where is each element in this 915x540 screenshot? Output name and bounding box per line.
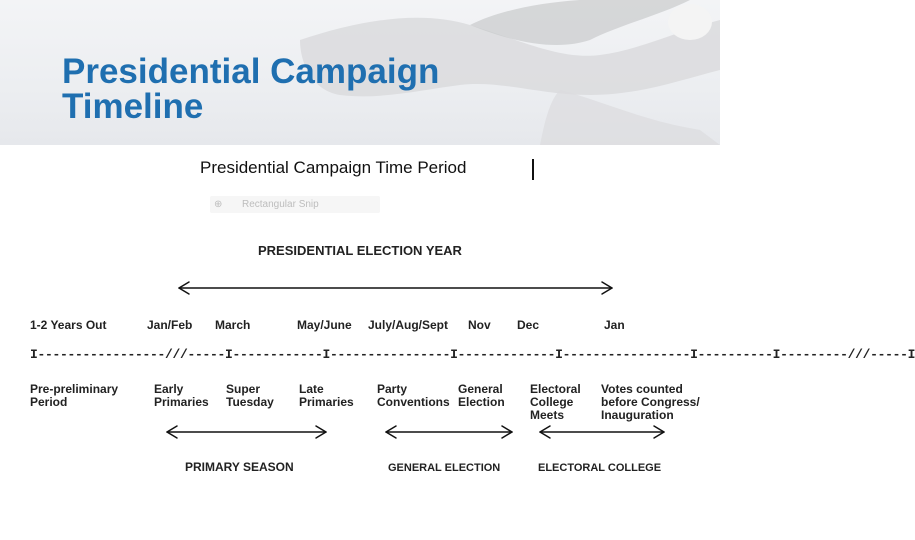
event-label: Super Tuesday	[226, 382, 274, 409]
event-label: Early Primaries	[154, 382, 209, 409]
general-election-arrow	[386, 426, 512, 438]
season-label: PRIMARY SEASON	[185, 460, 294, 474]
election-year-arrow	[179, 282, 612, 294]
snip-text: Rectangular Snip	[242, 199, 319, 210]
event-label: Pre-preliminary Period	[30, 382, 119, 409]
snip-icon: ⊕	[214, 199, 223, 210]
time-label: May/June	[297, 318, 352, 332]
event-label: Late Primaries	[299, 382, 354, 409]
time-label: Jan	[604, 318, 625, 332]
event-label: Electoral College Meets	[530, 382, 581, 422]
event-label: General Election	[458, 382, 505, 409]
primary-season-arrow	[167, 426, 326, 438]
time-label: March	[215, 318, 251, 332]
figure-title: Presidential Campaign Time Period	[200, 158, 467, 177]
season-label: GENERAL ELECTION	[388, 462, 501, 474]
event-label: Party Conventions	[377, 382, 450, 409]
slide-title: Presidential Campaign Timeline	[62, 52, 440, 126]
election-year-label: PRESIDENTIAL ELECTION YEAR	[258, 243, 462, 258]
time-label: Jan/Feb	[147, 318, 193, 332]
event-label: Votes counted before Congress/ Inauguration	[601, 382, 700, 422]
time-label: July/Aug/Sept	[368, 318, 449, 332]
time-label: Nov	[468, 318, 491, 332]
time-label: Dec	[517, 318, 540, 332]
timeline-dash-line: I-----------------///-----I------------I----------------I-------------I-----------------I----------I---------///-----I	[30, 347, 915, 362]
electoral-college-arrow	[540, 426, 664, 438]
time-label: 1-2 Years Out	[30, 318, 107, 332]
season-label: ELECTORAL COLLEGE	[538, 462, 662, 474]
